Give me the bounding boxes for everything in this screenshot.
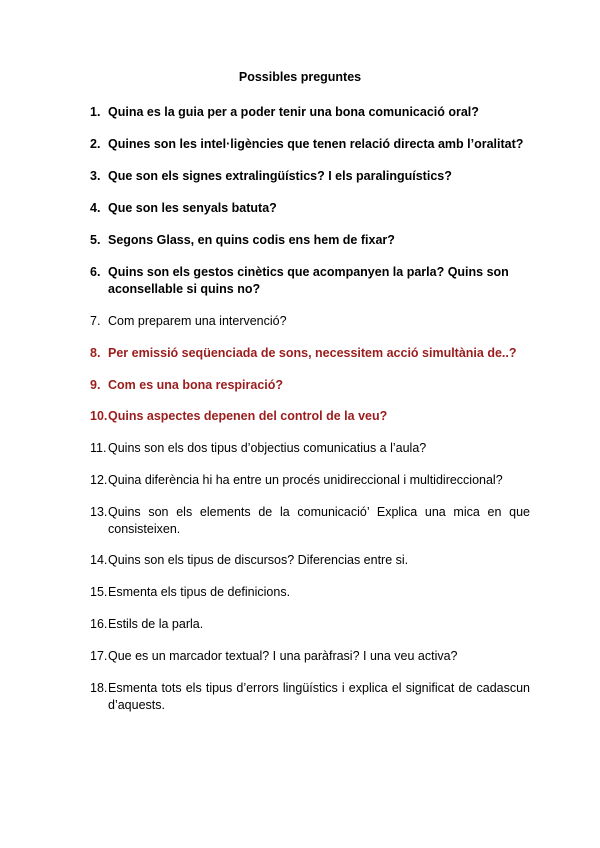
question-number: 7. [90,314,101,328]
question-number: 10. [90,409,108,423]
question-text: Segons Glass, en quins codis ens hem de fixar? [108,233,395,247]
question-item-highlighted [90,345,530,362]
question-item [90,104,530,121]
question-number: 13. [90,505,108,519]
question-number: 15. [90,585,108,599]
question-item [90,472,530,489]
question-number: 2. [90,137,101,151]
question-text: Quins son els elements de la comunicació’ Explica una mica en que consisteixen. [108,505,530,536]
question-text: Que es un marcador textual? I una paràfrasi? I una veu activa? [108,649,458,663]
question-item [90,648,530,665]
question-item [90,264,530,298]
question-number: 8. [90,346,101,360]
question-number: 9. [90,378,101,392]
question-text: Esmenta tots els tipus d’errors lingüístics i explica el significat de cadascun d’aquests. [108,681,530,712]
question-text: Quines son les intel·ligències que tenen relació directa amb l’oralitat? [108,137,524,151]
question-number: 18. [90,681,108,695]
question-number: 5. [90,233,101,247]
question-number: 4. [90,201,101,215]
question-item [90,584,530,601]
question-text: Per emissió seqüenciada de sons, necessitem acció simultània de..? [108,346,517,360]
question-text: Esmenta els tipus de definicions. [108,585,291,599]
question-item [90,232,530,249]
question-text: Quins son els dos tipus d’objectius comunicatius a l’aula? [108,441,427,455]
question-item [90,552,530,569]
question-number: 1. [90,105,101,119]
question-text: Quins son els tipus de discursos? Diferencias entre si. [108,553,409,567]
question-item [90,680,530,714]
question-text: Com preparem una intervenció? [108,314,287,328]
question-text: Estils de la parla. [108,617,204,631]
question-text: Quina es la guia per a poder tenir una bona comunicació oral? [108,105,479,119]
question-item [90,313,530,330]
question-text: Quina diferència hi ha entre un procés unidireccional i multidireccional? [108,473,503,487]
question-item [90,616,530,633]
question-text: Com es una bona respiració? [108,378,284,392]
question-text: Que son les senyals batuta? [108,201,277,215]
question-number: 16. [90,617,108,631]
question-number: 12. [90,473,108,487]
question-item-highlighted [90,408,530,425]
question-number: 3. [90,169,101,183]
question-text: Quins aspectes depenen del control de la veu? [108,409,388,423]
question-item-highlighted [90,377,530,394]
question-number: 6. [90,265,101,279]
question-number: 11. [90,441,107,455]
question-text: Quins son els gestos cinètics que acompanyen la parla? Quins son aconsellable si quins no? [108,265,509,296]
question-number: 14. [90,553,108,567]
question-item [90,504,530,538]
question-text: Que son els signes extralingüístics? I els paralinguístics? [108,169,452,183]
question-item [90,136,530,153]
question-item [90,168,530,185]
question-item [90,200,530,217]
page-title: Possibles preguntes [238,70,362,84]
question-item [90,440,530,457]
question-number: 17. [90,649,108,663]
